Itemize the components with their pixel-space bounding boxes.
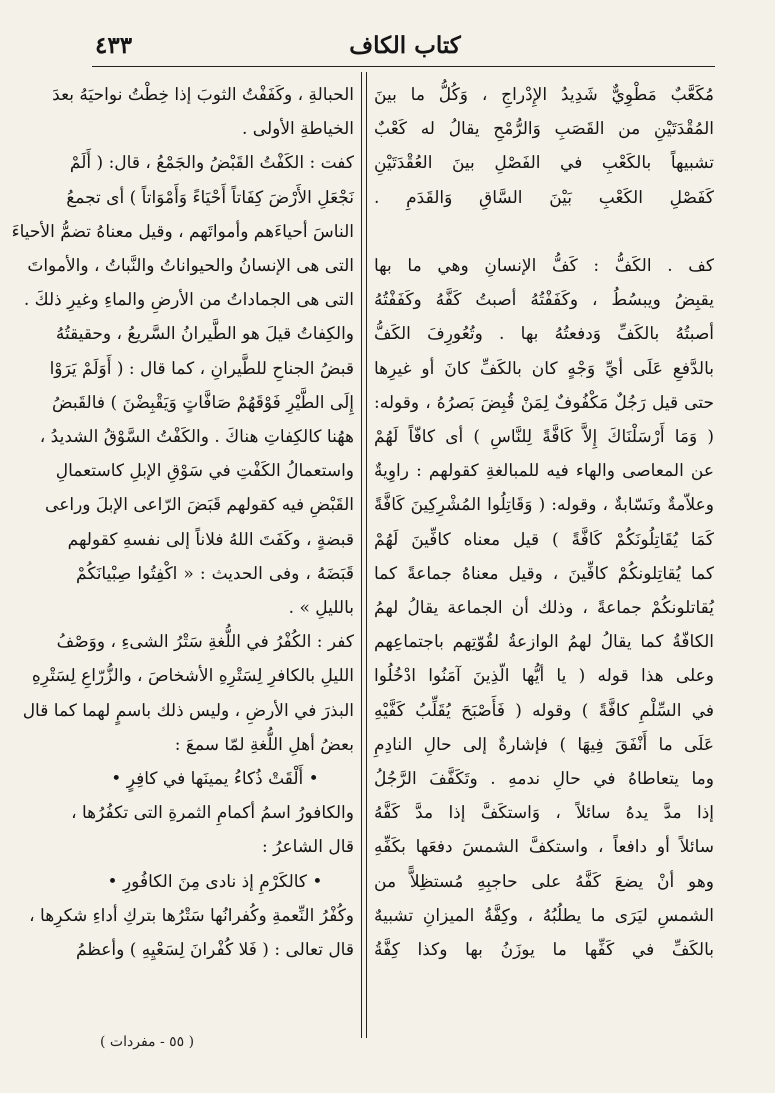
text-line: ( وَمَا أَرْسَلْنَاكَ إِلاَّ كَافَّةً لِلنَّاسِ ) أى كافّاً لَهُمْ	[374, 427, 714, 448]
text-line: كف . الكَفُّ : كَفُّ الإنسانِ وهي ما بها	[374, 256, 714, 277]
text-line: التى هى الجماداتُ من الأرضِ والماءِ وغيرِ ذلكَ .	[23, 290, 354, 311]
text-line: نَجْعَلِ الأَرْضَ كِفَاتاً أَحْيَاءً وَأَمْوَاتاً ) أى تجمعُ	[66, 187, 354, 208]
header-rule	[92, 66, 715, 67]
page-number: ٤٣٣	[95, 32, 133, 59]
text-line: الناسَ أحياءَهم وأمواتَهم ، وقيل معناهُ تضمُّ الأحياءَ	[11, 221, 354, 242]
text-line: التى هى الإنسانُ والحيواناتُ والنَّباتُ ، والأمواتَ	[27, 256, 354, 277]
text-line: يُقاتلونكُمْ جماعةً ، وذلك أن الجماعة يقالُ لهمُ	[374, 598, 714, 619]
text-line: وما يتعاطاهُ في حالِ ندمهِ . وتَكَفَّفَ الرَّجُلُ	[374, 769, 714, 790]
column-divider-second	[366, 72, 367, 1038]
text-line: كما يُقاتِلونكُمْ كافِّينَ ، وقيل معناهُ جماعةً كما	[374, 563, 714, 584]
text-line: ههُنا كالكِفاتِ هناكَ . والكَفْتُ السَّوْقُ الشديدُ ،	[39, 427, 354, 448]
column-divider	[361, 72, 362, 1038]
page-header	[95, 28, 715, 64]
text-line: مُكَعَّبٌ مَطْوِيٌّ شَدِيدُ الإِدْراجِ ، وَكُلُّ ما بينَ	[374, 85, 714, 105]
text-line: وعلاّمةٌ ونَسّابةٌ ، وقوله: ( وَقَاتِلُوا المُشْرِكِينَ كَافَّةً	[374, 495, 714, 516]
text-line: كفت : الكَفْتُ القَبْضُ والجَمْعُ ، قال: ( أَلَمْ	[69, 153, 354, 174]
text-line: الشمسِ ليَرَى ما يطلُبُهُ ، وكِفَّةُ الميزانِ تشبيهٌ	[374, 905, 714, 926]
text-line: قال تعالى : ( فَلا كُفْرانَ لِسَعْيِهِ ) وأعظمُ	[75, 940, 354, 961]
text-line: الكافّةُ كما يقالُ لهمُ الوازعةُ لقُوّتِهم باجتماعِهم	[374, 632, 714, 653]
text-line: كَفَصْلِ الكَعْبِ بَيْنَ السَّاقِ وَالقَدَمِ .	[374, 187, 714, 208]
text-line: بعضُ أهلِ اللُّغةِ لمّا سمعَ :	[174, 734, 354, 755]
text-line: وعلى هذا قوله ( يا أيُّها الّذِينَ آمَنُوا ادْخُلُوا	[374, 666, 714, 687]
page-title: كتاب الكاف	[349, 32, 461, 59]
text-line: • كالكَرْمِ إذ نادى مِنَ الكافُورِ •	[107, 871, 323, 892]
text-line: أصبتُهُ بالكَفِّ وَدفعتُهُ بها . وتُعُورِفَ الكَفُّ	[374, 324, 714, 345]
text-line: بالدَّفعِ عَلَى أيِّ وَجْهٍ كان بالكَفِّ كانَ أو غيرِها	[374, 358, 714, 379]
text-line: والكافورُ اسمُ أكمامِ الثمرةِ التى تكفُرُها ،	[71, 803, 354, 824]
text-line: الحبالةِ ، وكَفَفْتُ الثوبَ إذا خِطْتُ نواحيَهُ بعدَ	[52, 85, 354, 105]
text-line: يقبِضُ ويبسُطُ ، وكَفَفْتُهُ أصبتُ كَفَّهُ وكَفَفْتُهُ	[374, 290, 714, 311]
text-line: إِلَى الطَّيْرِ فَوْقَهُمْ صَافَّاتٍ وَيَقْبِضْنَ ) فالقَبضُ	[52, 392, 354, 413]
text-line: الليلِ بالكافرِ لِسَتْرِهِ الأشخاصَ ، والزُّرّاعِ لِسَتْرِهِ	[31, 666, 354, 687]
text-line: سائلاً أو دافعاً ، واستكفَّ الشمسَ دفعَها بكَفِّهِ	[374, 837, 714, 858]
text-line: بالكَفِّ في كَفِّها ما يوزَنُ بها وكذا كِفَّةُ	[374, 940, 714, 961]
text-line: عن المعاصى والهاء فيه للمبالغةِ كقولهم : راوِيةٌ	[374, 461, 714, 482]
text-line: واستعمالُ الكَفْتِ في سَوْقِ الإبلِ كاستعمالِ	[55, 461, 354, 482]
text-line: عَلَى ما أَنْفَقَ فِيهَا ) فإشارةٌ إلى حالِ النادِمِ	[374, 734, 714, 755]
text-line: المُقْدَتَيْنِ من القَصَبِ وَالرُّمْحِ يقالُ له كَعْبٌ	[374, 119, 714, 140]
text-line: كفر : الكُفْرُ في اللُّغةِ سَتْرُ الشىءِ ، ووَصْفُ	[56, 632, 354, 653]
text-line: بالليلِ » .	[288, 598, 354, 619]
left-column	[11, 78, 354, 967]
text-line: قبضةٍ ، وكَفَتَ اللهُ فلاناً إلى نفسهِ كقولهم	[67, 529, 354, 550]
text-line	[374, 215, 714, 249]
text-line: قَبَضَهُ ، وفى الحديث : « اكْفِتُوا صِبْيانَكُمْ	[76, 563, 354, 584]
footer-note: ( ٥٥ - مفردات )	[100, 1034, 195, 1050]
text-line: والكِفاتُ قيلَ هو الطَّيرانُ السَّريعُ ، وحقيقتُهُ	[55, 324, 354, 345]
text-line: قبضُ الجناحِ للطَّيرانِ ، كما قال : ( أَوَلَمْ يَرَوْا	[49, 358, 354, 379]
text-line: • أَلْقَتْ ذُكاءُ يمينَها في كافِرٍ •	[111, 769, 319, 790]
right-column	[374, 78, 714, 967]
text-line: وهو أنْ يضعَ كَفَّهُ على حاجبِهِ مُستظِلاًّ من	[374, 871, 714, 892]
text-line: البذرَ في الأرضِ ، وليس ذلك باسمٍ لهما كما قال	[22, 700, 354, 721]
text-line: إذا مدَّ يدهُ سائلاً ، وَاستكَفَّ إذا مدَّ كَفَّهُ	[374, 803, 714, 824]
text-line: وكُفْرُ النِّعمةِ وكُفرانُها سَتْرُها بتركِ أداءِ شكرِها ،	[29, 905, 354, 926]
text-line: قال الشاعرُ :	[262, 837, 354, 858]
text-line: القَبْضِ فيه كقولهم قَبَضَ الرّاعى الإبلَ وراعى	[45, 495, 354, 516]
text-line: حتى قيل رَجُلٌ مَكْفُوفٌ لِمَنْ قُبِضَ بَصرُهُ ، وقوله:	[374, 392, 714, 413]
text-line: في السِّلْمِ كافَّةً ) وقوله ( فَأَصْبَحَ يُقَلِّبُ كَفَّيْهِ	[374, 700, 714, 721]
text-line: الخياطةِ الأولى .	[241, 119, 354, 140]
text-line: كَمَا يُقَاتِلُونَكُمْ كَافَّةً ) قيل معناه كافِّينَ لَهُمْ	[374, 529, 714, 550]
text-line: تشبيهاً بالكَعْبِ في الفَصْلِ بينَ العُقْدَتَيْنِ	[374, 153, 714, 174]
